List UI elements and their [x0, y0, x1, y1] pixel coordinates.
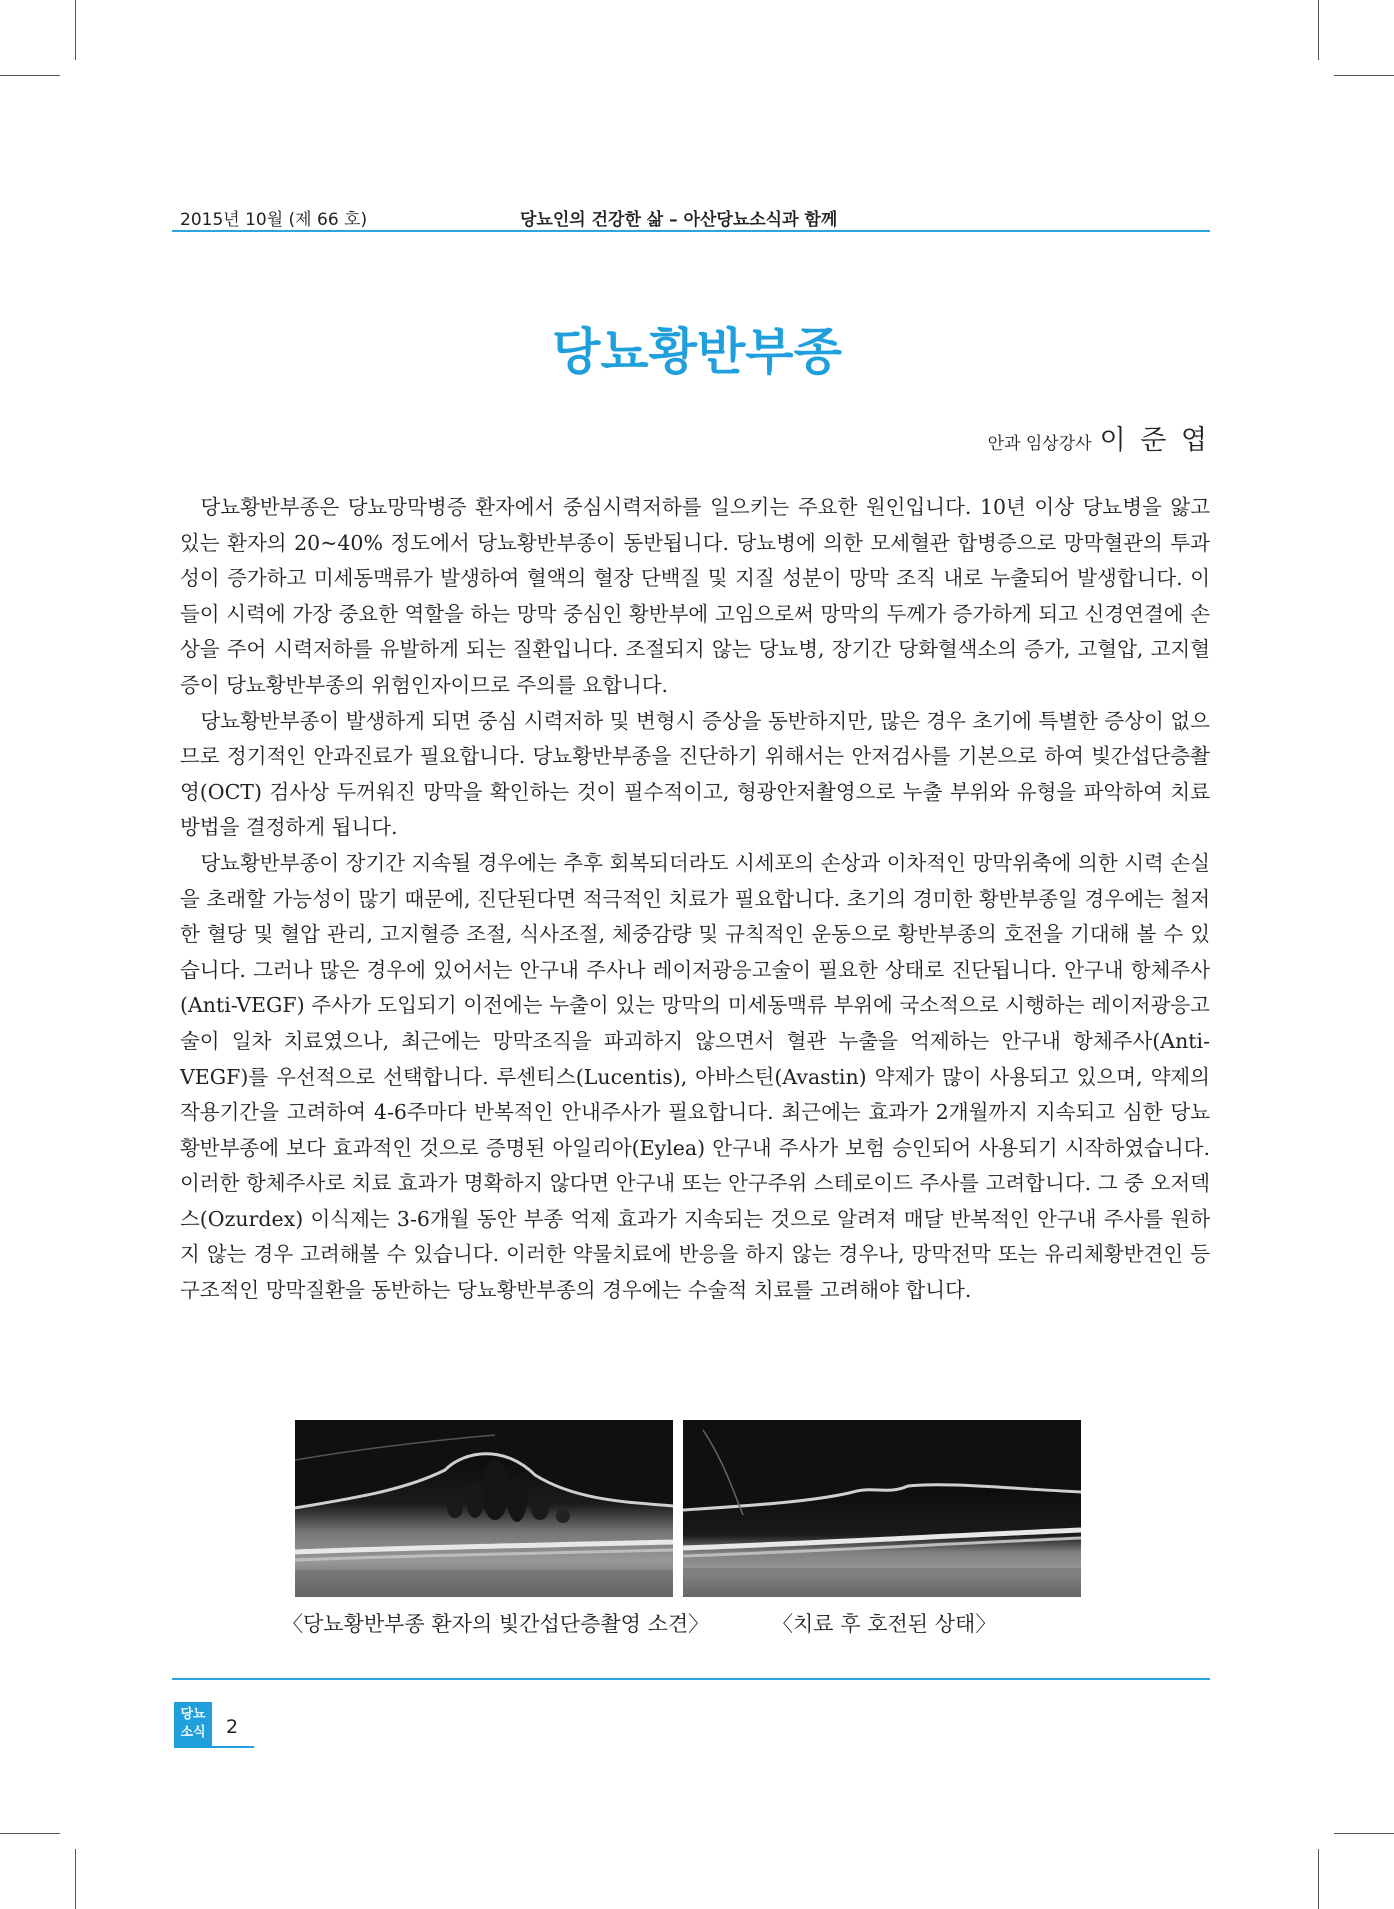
- crop-mark: [0, 75, 60, 76]
- article-body: [180, 490, 1210, 1309]
- figure-caption-before: 〈당뇨황반부종 환자의 빛간섭단층촬영 소견〉: [282, 1612, 710, 1636]
- badge-line: 소식: [180, 1725, 206, 1740]
- page-number: 2: [226, 1716, 239, 1738]
- crop-mark: [75, 1849, 76, 1909]
- newsletter-badge: [174, 1702, 212, 1746]
- crop-mark: [1318, 1849, 1319, 1909]
- author-role: 안과 임상강사: [987, 434, 1092, 454]
- newsletter-title: 당뇨인의 건강한 삶 – 아산당뇨소식과 함께: [520, 210, 838, 230]
- paragraph: 당뇨황반부종이 장기간 지속될 경우에는 추후 회복되더라도 시세포의 손상과 이차적인 망막위축에 의한 시력 손실을 초래할 가능성이 많기 때문에, 진단된다면 적극적인 치료가 필요합니다. 초기의 경미한 황반부종일 경우에는 철저한 혈당 및 혈압 관리, 고지혈증 조절, 식사조절, 체중감량 및 규칙적인 운동으로 황반부종의 호전을 기대해 볼 수 있습니다. 그러나 많은 경우에 있어서는 안구내 주사나 레이저광응고술이 필요한 상태로 진단됩니다. 안구내 항체주사(Anti-VEGF) 주사가 도입되기 이전에는 누출이 있는 망막의 미세동맥류 부위에 국소적으로 시행하는 레이저광응고술이 일차 치료였으나, 최근에는 망막조직을 파괴하지 않으면서 혈관 누출을 억제하는 안구내 항체주사(Anti-VEGF)를 우선적으로 선택합니다. 루센티스(Lucentis), 아바스틴(Avastin) 약제가 많이 사용되고 있으며, 약제의 작용기간을 고려하여 4-6주마다 반복적인 안내주사가 필요합니다. 최근에는 효과가 2개월까지 지속되고 심한 당뇨황반부종에 보다 효과적인 것으로 증명된 아일리아(Eylea) 안구내 주사가 보험 승인되어 사용되기 시작하였습니다. 이러한 항체주사로 치료 효과가 명확하지 않다면 안구내 또는 안구주위 스테로이드 주사를 고려합니다. 그 중 오저덱스(Ozurdex) 이식제는 3-6개월 동안 부종 억제 효과가 지속되는 것으로 알려져 매달 반복적인 안구내 주사를 원하지 않는 경우 고려해볼 수 있습니다. 이러한 약물치료에 반응을 하지 않는 경우나, 망막전막 또는 유리체황반견인 등 구조적인 망막질환을 동반하는 당뇨황반부종의 경우에는 수술적 치료를 고려해야 합니다.: [180, 850, 1210, 1303]
- paragraph: 당뇨황반부종이 발생하게 되면 중심 시력저하 및 변형시 증상을 동반하지만, 많은 경우 초기에 특별한 증상이 없으므로 정기적인 안과진료가 필요합니다. 당뇨황반부종을 진단하기 위해서는 안저검사를 기본으로 하여 빛간섭단층촬영(OCT) 검사상 두꺼워진 망막을 확인하는 것이 필수적이고, 형광안저촬영으로 누출 부위와 유형을 파악하여 치료방법을 결정하게 됩니다.: [180, 708, 1210, 840]
- crop-mark: [1318, 0, 1319, 60]
- author-line: [988, 418, 1210, 457]
- issue-label: 2015년 10월 (제 66 호): [180, 210, 368, 230]
- header-divider: [172, 230, 1210, 232]
- figure-caption-after: 〈치료 후 호전된 상태〉: [772, 1612, 997, 1636]
- paragraph: 당뇨황반부종은 당뇨망막병증 환자에서 중심시력저하를 일으키는 주요한 원인입니다. 10년 이상 당뇨병을 앓고 있는 환자의 20~40% 정도에서 당뇨황반부종이 동반됩니다. 당뇨병에 의한 모세혈관 합병증으로 망막혈관의 투과성이 증가하고 미세동맥류가 발생하여 혈액의 혈장 단백질 및 지질 성분이 망막 조직 내로 누출되어 발생합니다. 이들이 시력에 가장 중요한 역할을 하는 망막 중심인 황반부에 고임으로써 망막의 두께가 증가하게 되고 신경연결에 손상을 주어 시력저하를 유발하게 되는 질환입니다. 조절되지 않는 당뇨병, 장기간 당화혈색소의 증가, 고혈압, 고지혈증이 당뇨황반부종의 위험인자이므로 주의를 요합니다.: [180, 495, 1210, 697]
- author-name: 이 준 엽: [1099, 425, 1210, 456]
- footer-underline: [174, 1746, 254, 1748]
- oct-image-after: [683, 1420, 1081, 1597]
- crop-mark: [1334, 75, 1394, 76]
- badge-line: 당뇨: [180, 1707, 206, 1722]
- oct-image-before: [295, 1420, 673, 1597]
- crop-mark: [1334, 1833, 1394, 1834]
- crop-mark: [0, 1833, 60, 1834]
- footer-divider: [172, 1678, 1210, 1680]
- article-title: 당뇨황반부종: [552, 323, 842, 381]
- crop-mark: [75, 0, 76, 60]
